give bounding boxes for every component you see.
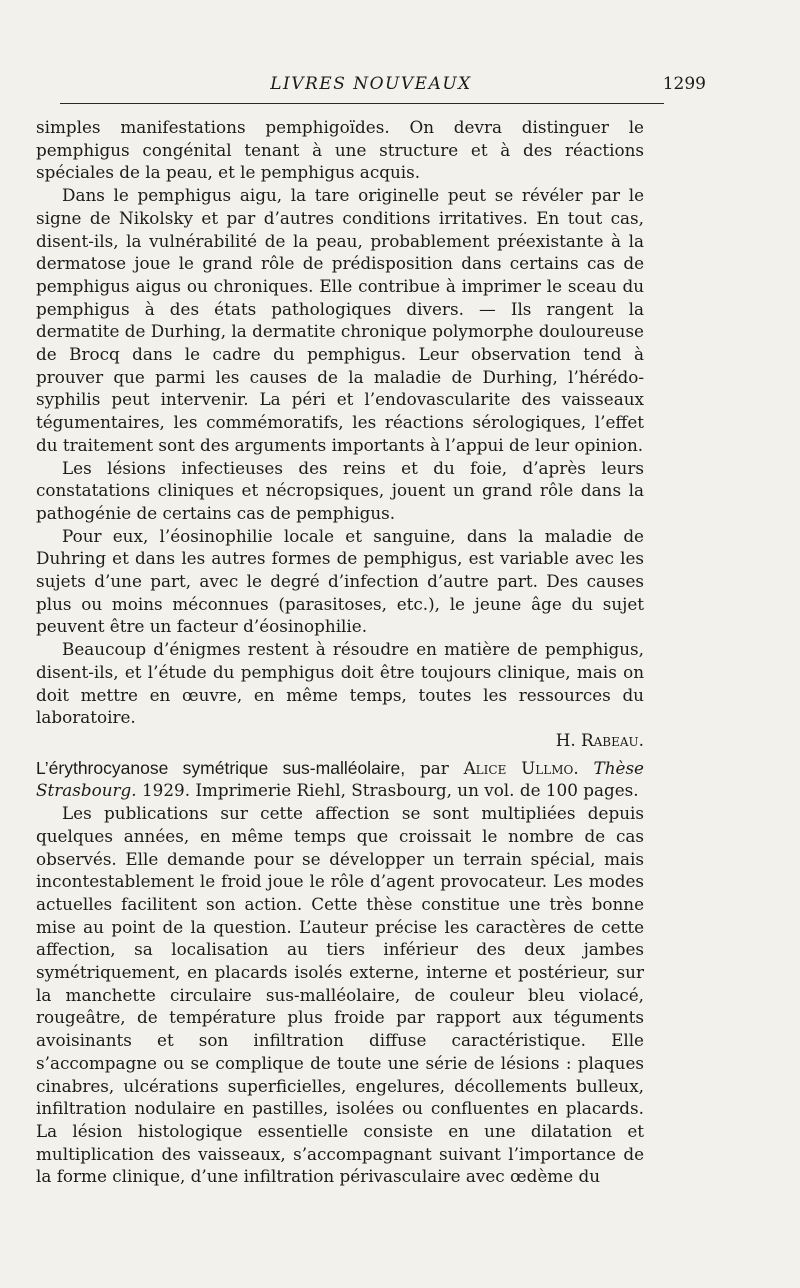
review-author: Alice Ullmo. <box>463 757 579 778</box>
paragraph: Dans le pemphigus aigu, la tare originelle peut se révéler par le signe de Nikolsky et par d’autres conditions irritatives. En tout cas, disent-ils, la vulnérabilité de la peau, probablement préexistante à la dermatose joue le grand rôle de prédisposition dans certains cas de pemphigus aigus ou chroniques. Elle contribue à imprimer le sceau du pemphigus à des états pathologiques divers. — Ils rangent la dermatite de Durhing, la dermatite chronique polymorphe douloureuse de Brocq dans le cadre du pemphigus. Leur observation tend à prouver que parmi les causes de la maladie de Durhing, l’hérédo-syphilis peut intervenir. La péri et l’endovascularite des vaisseaux tégumentaires, les commémoratifs, les réactions sérologiques, l’effet du traitement sont des arguments importants à l’appui de leur opinion. <box>36 185 644 455</box>
page-header <box>36 72 706 98</box>
paragraph: simples manifestations pemphigoïdes. On devra distinguer le pemphigus congénital tenant à une structure et à des réactions spéciales de la peau, et le pemphigus acquis. <box>36 117 644 183</box>
page-number: 1299 <box>662 74 706 94</box>
review-by: par <box>419 757 449 778</box>
paragraph <box>36 638 644 752</box>
signature: H. Rabeau. <box>555 729 644 750</box>
running-title: LIVRES NOUVEAUX <box>270 74 472 94</box>
header-rule <box>60 103 664 104</box>
review-details: 1929. Imprimerie Riehl, Strasbourg, un vol. de 100 pages. <box>141 780 639 801</box>
paragraph-text: Beaucoup d’énigmes restent à résoudre en matière de pemphigus, disent-ils, et l’étude du pemphigus doit être toujours clinique, mais on doit mettre en œuvre, en même temps, toutes les ressources du laboratoire. <box>36 639 644 728</box>
review-title: L’érythrocyanose symétrique sus-malléolaire, <box>36 757 406 778</box>
paragraph: Les publications sur cette affection se sont multipliées depuis quelques années, en même temps que croissait le nombre de cas observés. Elle demande pour se développer un terrain spécial, mais incontestablement le froid joue le rôle d’agent provocateur. Les modes actuelles facilitent son action. Cette thèse constitue une très bonne mise au point de la question. L’auteur précise les caractères de cette affection, sa localisation au tiers inférieur des deux jambes symétriquement, en placards isolés externe, interne et postérieur, sur la manchette circulaire sus-malléolaire, de couleur bleu violacé, rougeâtre, de température plus froide par rapport aux téguments avoisinants et son infiltration diffuse caractéristique. Elle s’accompagne ou se complique de toute une série de lésions : plaques cinabres, ulcérations superficielles, engelures, décollements bulleux, infiltration nodulaire en pastilles, isolées ou confluentes en placards. La lésion histologique essentielle consiste en une dilatation et multiplication des vaisseaux, s’accompagnant suivant l’importance de la forme clinique, d’une infiltration périvasculaire avec œdème du <box>36 803 644 1187</box>
review-thesis: Thèse Strasbourg. <box>36 757 644 801</box>
review-heading <box>36 757 644 802</box>
body-text <box>36 116 644 1188</box>
paragraph: Les lésions infectieuses des reins et du foie, d’après leurs constatations cliniques et nécropsiques, jouent un grand rôle dans la pathogénie de certains cas de pemphigus. <box>36 457 644 523</box>
paragraph: Pour eux, l’éosinophilie locale et sanguine, dans la maladie de Duhring et dans les autres formes de pemphigus, est variable avec les sujets d’une part, avec le degré d’infection d’autre part. Des causes plus ou moins méconnues (parasitoses, etc.), le jeune âge du sujet peuvent être un facteur d’éosinophilie. <box>36 525 644 637</box>
